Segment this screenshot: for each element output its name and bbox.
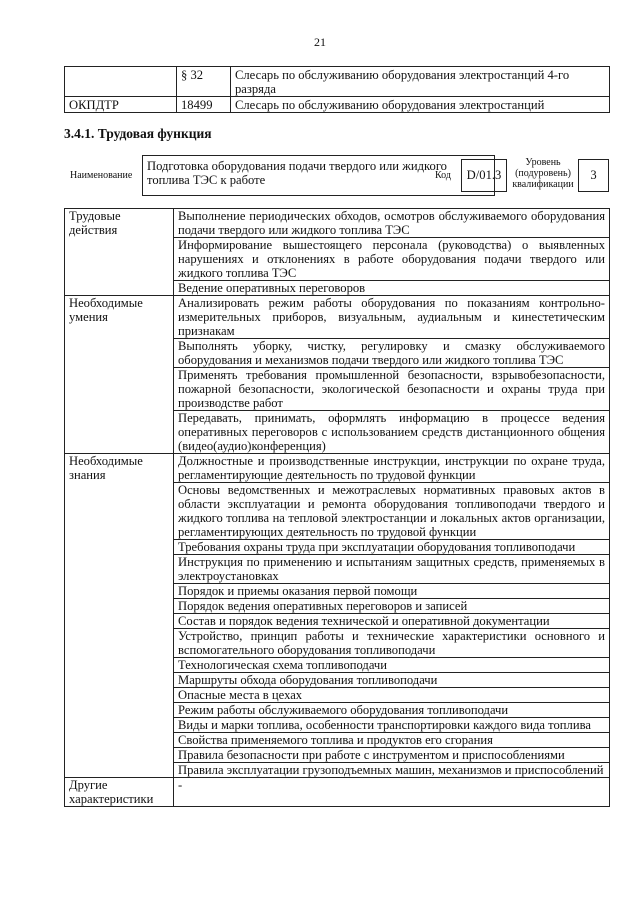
section-category: Трудовые действия bbox=[65, 209, 174, 296]
function-header bbox=[64, 155, 614, 200]
okpdtr-code: 18499 bbox=[177, 97, 231, 113]
okpdtr-table bbox=[64, 66, 610, 113]
okpdtr-name: Слесарь по обслуживанию оборудования электростанций 4-го разряда bbox=[231, 67, 610, 97]
section-item: Устройство, принцип работы и технические характеристики основного и вспомогательного оборудования топливоподачи bbox=[174, 629, 610, 658]
section-item: Свойства применяемого топлива и продуктов его сгорания bbox=[174, 733, 610, 748]
section-item: Технологическая схема топливоподачи bbox=[174, 658, 610, 673]
section-item: Правила безопасности при работе с инструментом и приспособлениями bbox=[174, 748, 610, 763]
level-label-line: квалификации bbox=[512, 179, 574, 190]
section-item: - bbox=[174, 778, 610, 807]
section-item: Требования охраны труда при эксплуатации оборудования топливоподачи bbox=[174, 540, 610, 555]
section-item: Правила эксплуатации грузоподъемных машин, механизмов и приспособлений bbox=[174, 763, 610, 778]
function-code: D/01.3 bbox=[461, 159, 507, 192]
section-category: Необходимые умения bbox=[65, 296, 174, 454]
okpdtr-name: Слесарь по обслуживанию оборудования электростанций bbox=[231, 97, 610, 113]
page-number: 21 bbox=[314, 35, 326, 49]
section-item: Маршруты обхода оборудования топливоподачи bbox=[174, 673, 610, 688]
okpdtr-code-type bbox=[65, 67, 177, 97]
table-row bbox=[65, 454, 610, 483]
labor-function-table bbox=[64, 208, 610, 807]
table-row bbox=[65, 97, 610, 113]
section-item: Должностные и производственные инструкции, инструкции по охране труда, регламентирующие деятельность по трудовой функции bbox=[174, 454, 610, 483]
section-item: Порядок и приемы оказания первой помощи bbox=[174, 584, 610, 599]
section-item: Режим работы обслуживаемого оборудования топливоподачи bbox=[174, 703, 610, 718]
section-title: 3.4.1. Трудовая функция bbox=[64, 126, 212, 141]
table-row bbox=[65, 778, 610, 807]
section-item: Применять требования промышленной безопасности, взрывобезопасности, пожарной безопасности, экологической безопасности и охраны труда при производстве работ bbox=[174, 368, 610, 411]
table-row bbox=[65, 67, 610, 97]
section-item: Передавать, принимать, оформлять информацию в процессе ведения оперативных переговоров с использованием средств дистанционного общения (видео(аудио)конференция) bbox=[174, 411, 610, 454]
section-item: Виды и марки топлива, особенности транспортировки каждого вида топлива bbox=[174, 718, 610, 733]
qualification-level: 3 bbox=[578, 159, 609, 192]
section-item: Инструкция по применению и испытаниям защитных средств, применяемых в электроустановках bbox=[174, 555, 610, 584]
table-row bbox=[65, 296, 610, 339]
section-item: Информирование вышестоящего персонала (руководства) о выявленных нарушениях и отклонениях в работе оборудования подачи твердого или жидкого топлива ТЭС bbox=[174, 238, 610, 281]
section-item: Выполнение периодических обходов, осмотров обслуживаемого оборудования подачи твердого или жидкого топлива ТЭС bbox=[174, 209, 610, 238]
qualification-level-label bbox=[512, 157, 574, 190]
level-label-line: Уровень bbox=[525, 157, 561, 168]
section-item: Выполнять уборку, чистку, регулировку и смазку обслуживаемого оборудования и механизмов подачи твердого или жидкого топлива ТЭС bbox=[174, 339, 610, 368]
level-label-line: (подуровень) bbox=[515, 168, 571, 179]
name-label: Наименование bbox=[70, 170, 133, 181]
section-item: Основы ведомственных и межотраслевых нормативных правовых актов в области эксплуатации и ремонта оборудования топливоподачи твердого и жидкого топлива на тепловой электростанции и локальных актов организации, регламентирующих деятельность по трудовой функции bbox=[174, 483, 610, 540]
section-item: Опасные места в цехах bbox=[174, 688, 610, 703]
function-name: Подготовка оборудования подачи твердого или жидкого топлива ТЭС к работе bbox=[142, 155, 495, 196]
section-category: Необходимые знания bbox=[65, 454, 174, 778]
code-label: Код bbox=[435, 170, 451, 181]
table-row bbox=[65, 209, 610, 238]
section-item: Состав и порядок ведения технической и оперативной документации bbox=[174, 614, 610, 629]
section-item: Ведение оперативных переговоров bbox=[174, 281, 610, 296]
section-item: Порядок ведения оперативных переговоров и записей bbox=[174, 599, 610, 614]
section-item: Анализировать режим работы оборудования по показаниям контрольно-измерительных приборов, визуальным, аудиальным и кинестетическим признакам bbox=[174, 296, 610, 339]
okpdtr-code-type: ОКПДТР bbox=[65, 97, 177, 113]
section-category: Другие характеристики bbox=[65, 778, 174, 807]
okpdtr-code: § 32 bbox=[177, 67, 231, 97]
